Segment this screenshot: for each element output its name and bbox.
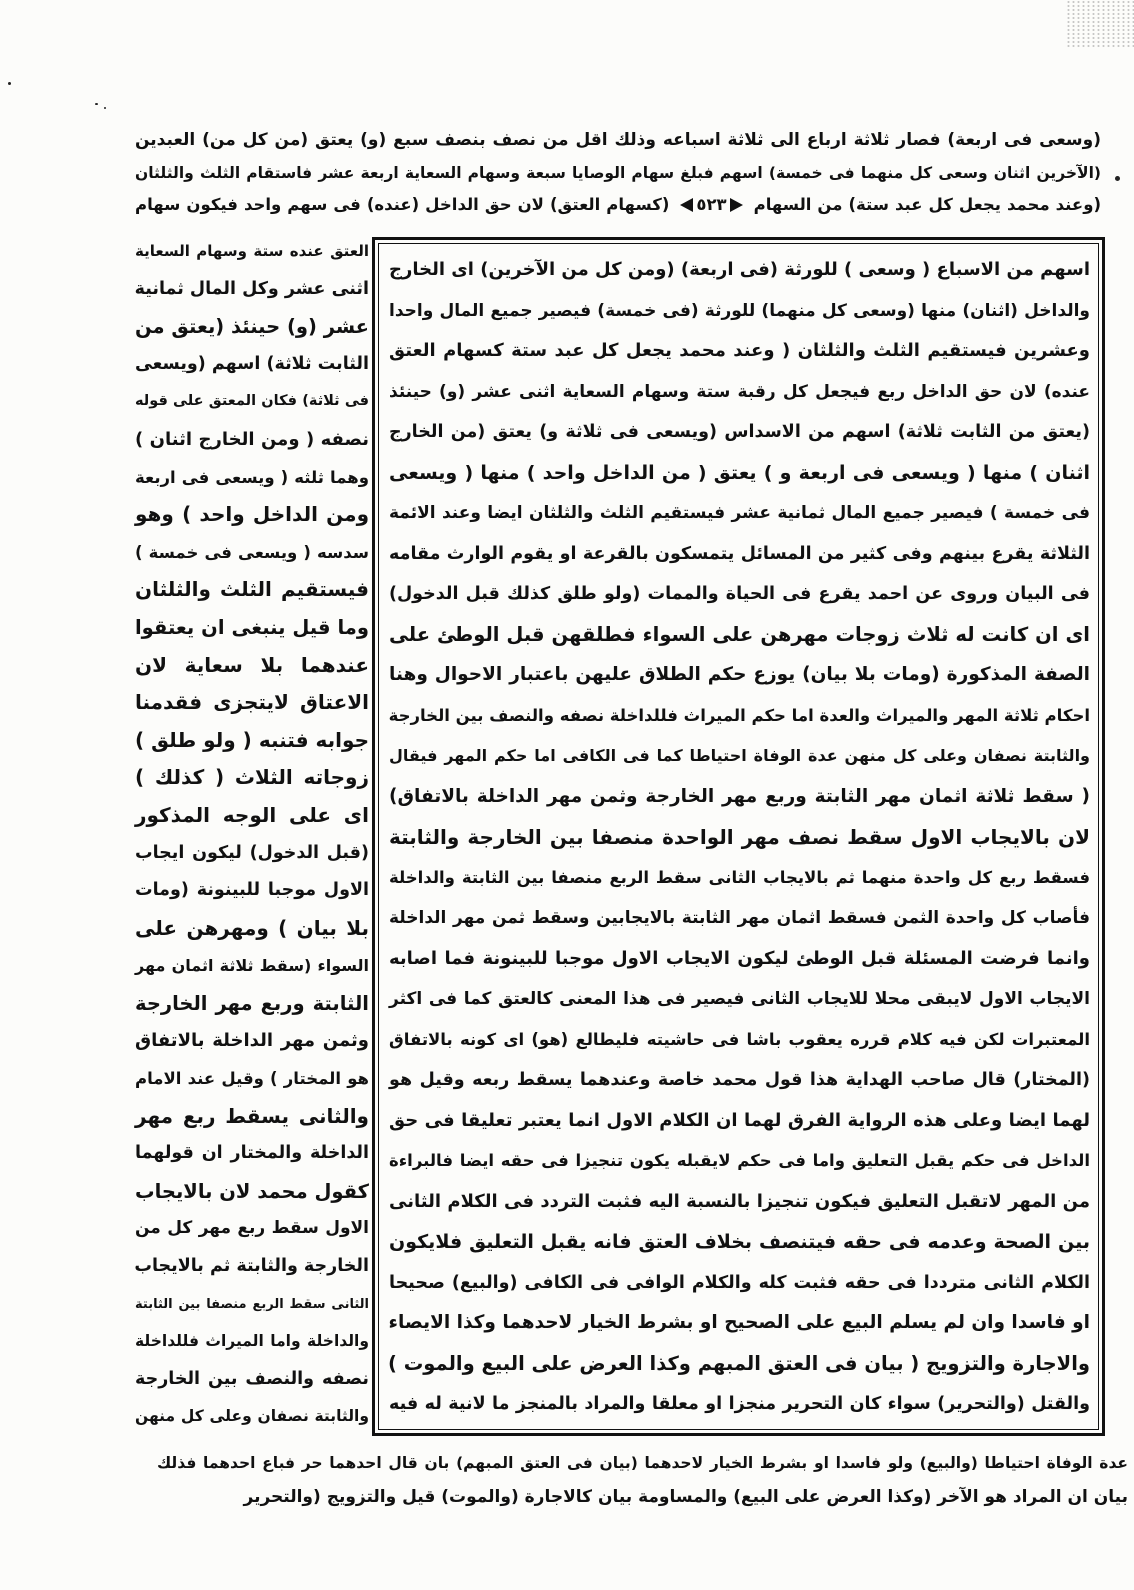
main-text-line: احكام ثلاثة المهر والميراث والعدة اما حكم الميراث فللداخلة نصفه والنصف بين الخارجة — [388, 705, 1090, 725]
continuation-line: عدة الوفاة احتياطا (والبيع) ولو فاسدا او بشرط الخيار لاحدهما (بيان فى العتق المبهم) بان قال احدهما حر فباع احدهما فذلك — [157, 1454, 1128, 1472]
header-line: (الآخرين اثنان وسعى كل منهما فى خمسة) اسهم فبلغ سهام الوصايا سبعة وسهام السعاية اربعة عشر فاستقام الثلث والثلثان — [135, 163, 1101, 182]
main-text-line: اى ان كانت له ثلاث زوجات مهرهن على السواء فطلقهن قبل الوطئ على — [389, 622, 1090, 646]
margin-line: عشر (و) حينئذ (يعتق من — [135, 315, 369, 339]
margin-line: الاول سقط ربع مهر كل من — [135, 1218, 369, 1239]
margin-line: الاعتاق لايتجزى فقدمنا — [135, 690, 369, 715]
main-text-line: ( سقط ثلاثة اثمان مهر الثابتة وربع مهر الخارجة وثمن مهر الداخلة بالاتفاق) — [389, 785, 1090, 807]
margin-line: بلا بيان ) ومهرهن على — [135, 915, 369, 940]
main-text-line: او فاسدا وان لم يسلم البيع على الصحيح او بشرط الخيار لاحدهما وكذا الايصاء — [388, 1312, 1090, 1333]
main-text-box — [372, 237, 1105, 1436]
scan-speck — [95, 103, 98, 105]
margin-commentary-column — [133, 233, 369, 1436]
margin-line: عندهما بلا سعاية لان — [135, 652, 369, 677]
margin-line: نصفه ( ومن الخارج اثنان ) — [135, 428, 369, 450]
header-line-start: (وعند محمد يجعل كل عبد ستة) من السهام — [753, 195, 1101, 214]
margin-line: كقول محمد لان بالايجاب — [135, 1179, 369, 1203]
margin-line: الثابت ثلاثة) اسهم (ويسعى — [134, 353, 369, 374]
margin-line: الثانى سقط الربع منصفا بين الثابتة — [135, 1296, 369, 1312]
main-text-line: لان بالايجاب الاول سقط نصف مهر الواحدة منصفا بين الخارجة والثابتة — [389, 825, 1090, 849]
margin-line: الخارجة والثابتة ثم بالايجاب — [134, 1256, 369, 1277]
margin-line: هو المختار ) وقيل عند الامام — [135, 1069, 369, 1089]
header-line — [133, 189, 1101, 222]
main-text-line: فأصاب كل واحدة الثمن فسقط اثمان مهر الثابتة بالايجابين وسقط ثمن مهر الداخلة — [389, 908, 1090, 928]
main-text-line: فى خمسة ) فيصير جميع المال ثمانية عشر فيستقيم الثلث والثلثان ايضا وعند الائمة — [389, 503, 1090, 523]
main-text-line: والقتل (والتحرير) سواء كان التحرير منجزا او معلقا والمراد بالمنجز ما لانية له فيه — [389, 1394, 1090, 1414]
main-text-line: اثنان ) منها ( ويسعى فى اربعة و ) يعتق ( من الداخل واحد ) منها ( ويسعى — [389, 461, 1090, 484]
scan-speck — [1115, 176, 1120, 181]
main-text-line: (يعتق من الثابت ثلاثة) اسهم من الاسداس (ويسعى فى ثلاثة و) يعتق (من الخارج — [389, 422, 1090, 442]
margin-line: وما قيل ينبغى ان يعتقوا — [135, 615, 369, 639]
margin-line: الثابتة وربع مهر الخارجة — [135, 991, 369, 1015]
main-text-inner-frame — [378, 243, 1099, 1430]
main-text-line: (المختار) قال صاحب الهداية هذا قول محمد خاصة وعندهما يسقط ربعه وقيل هو — [389, 1070, 1090, 1090]
margin-line: والثابتة نصفان وعلى كل منهن — [135, 1407, 369, 1426]
margin-line: الاول موجبا للبينونة (ومات — [135, 880, 369, 901]
margin-line: اى على الوجه المذكور — [135, 802, 369, 827]
scan-noise — [1066, 0, 1134, 48]
main-text-line: اسهم من الاسباع ( وسعى ) للورثة (فى اربعة) (ومن كل من الآخرين) اى الخارج — [389, 259, 1090, 280]
main-text-line: والداخل (اثنان) منها (وسعى كل منهما) للورثة (فى خمسة) فيصير جميع المال واحدا — [389, 300, 1090, 321]
scan-speck — [8, 82, 11, 85]
main-text-line: الايجاب الاول لايبقى محلا للايجاب الثانى فيصير فى هذا المعنى كالعتق كما فى اكثر — [389, 989, 1090, 1009]
margin-line: العتق عنده ستة وسهام السعاية — [135, 242, 369, 260]
margin-line: سدسه ( ويسعى فى خمسة ) — [135, 542, 369, 562]
margin-line: والداخلة واما الميراث فللداخلة — [135, 1332, 369, 1351]
main-text-line: فسقط ربع كل واحدة منهما ثم بالايجاب الثانى سقط الربع منصفا بين الثابتة والداخلة — [389, 867, 1090, 887]
main-text-line: والثابتة نصفان وعلى كل منهن عدة الوفاة احتياطا كما فى الكافى اما حكم المهر فيقال — [389, 746, 1090, 765]
main-text-line: والاجارة والتزويج ( بيان فى العتق المبهم وكذا العرض على البيع والموت ) — [388, 1351, 1090, 1375]
margin-line: السواء (سقط ثلاثة اثمان مهر — [135, 956, 369, 976]
page-number: ٥٢٣ — [679, 189, 743, 222]
margin-line: زوجاته الثلاث ( كذلك ) — [135, 765, 369, 790]
main-text-line: بين الصحة وعدمه فى حقه فيتنصف بخلاف العتق فانه يقبل التعليق فلايكون — [389, 1231, 1090, 1253]
main-text-line: الثلاثة يقرع بينهم وفى كثير من المسائل يتمسكون بالقرعة او يقوم الوارث مقامه — [389, 543, 1090, 564]
margin-line: نصفه والنصف بين الخارجة — [135, 1368, 369, 1389]
main-text-line: وعشرين فيستقيم الثلث والثلثان ( وعند محمد يجعل كل عبد ستة كسهام العتق — [389, 340, 1090, 361]
header-line-end: (كسهام العتق) لان حق الداخل (عنده) فى سهم واحد فيكون سهام — [135, 195, 670, 214]
main-text-line: عنده) لان حق الداخل ربع فيجعل كل رقبة ستة وسهام السعاية اثنى عشر (و) حينئذ — [389, 381, 1090, 402]
margin-line: فيستقيم الثلث والثلثان — [135, 577, 369, 602]
main-text-line: الداخل فى حكم يقبل التعليق واما فى حكم لايقبله يكون تنجيزا فى حقه ايضا فالبراءة — [389, 1151, 1090, 1170]
main-text-line: فى البيان وروى عن احمد يقرع فى الحياة والممات (ولو طلق كذلك قبل الدخول) — [389, 584, 1090, 604]
header-line: (وسعى فى اربعة) فصار ثلاثة ارباع الى ثلاثة اسباعه وذلك اقل من نصف بنصف سبع (و) يعتق (من كل من) العبدين — [135, 130, 1101, 150]
main-text-line: لهما ايضا وعلى هذه الرواية الفرق لهما ان الكلام الاول انما يعتبر تعليقا فى حق — [389, 1109, 1090, 1131]
footer-continuation — [155, 1446, 1128, 1514]
main-text-line: الصفة المذكورة (ومات بلا بيان) يوزع حكم الطلاق عليهن باعتبار الاحوال وهنا — [389, 664, 1090, 685]
margin-line: ومن الداخل واحد ) وهو — [135, 502, 369, 527]
scan-speck — [104, 107, 106, 109]
main-text-line: وانما فرضت المسئلة قبل الوطئ ليكون الايجاب الاول موجبا للبينونة فما اصابه — [389, 947, 1090, 969]
margin-line: والثانى يسقط ربع مهر — [135, 1103, 369, 1128]
main-text-line: من المهر لاتقبل التعليق فيكون تنجيزا بالنسبة اليه فثبت التردد فى الكلام الثانى — [389, 1190, 1090, 1212]
continuation-line: بيان ان المراد هو الآخر (وكذا العرض على البيع) والمساومة بيان كالاجارة (والموت) قيل والتزويج (والتحرير — [243, 1487, 1128, 1507]
margin-line: الداخلة والمختار ان قولهما — [135, 1143, 369, 1164]
margin-line: فى ثلاثة) فكان المعتق على قوله — [135, 393, 369, 410]
margin-line: اثنى عشر وكل المال ثمانية — [134, 278, 369, 299]
margin-line: (قبل الدخول) ليكون ايجاب — [135, 842, 369, 863]
margin-line: جوابه فتنبه ( ولو طلق ) — [135, 727, 369, 752]
margin-line: وثمن مهر الداخلة بالاتفاق — [135, 1030, 369, 1052]
main-text-line: المعتبرات لكن فيه كلام قرره يعقوب باشا فى حاشيته فليطالع (هو) اى كونه بالاتفاق — [389, 1029, 1090, 1049]
running-text-header — [133, 124, 1101, 222]
margin-line: وهما ثلثه ( ويسعى فى اربعة — [135, 467, 369, 487]
main-text-line: الكلام الثانى مترددا فى حقه فثبت كله والكلام الوافى فى الكافى (والبيع) صحيحا — [389, 1272, 1090, 1293]
